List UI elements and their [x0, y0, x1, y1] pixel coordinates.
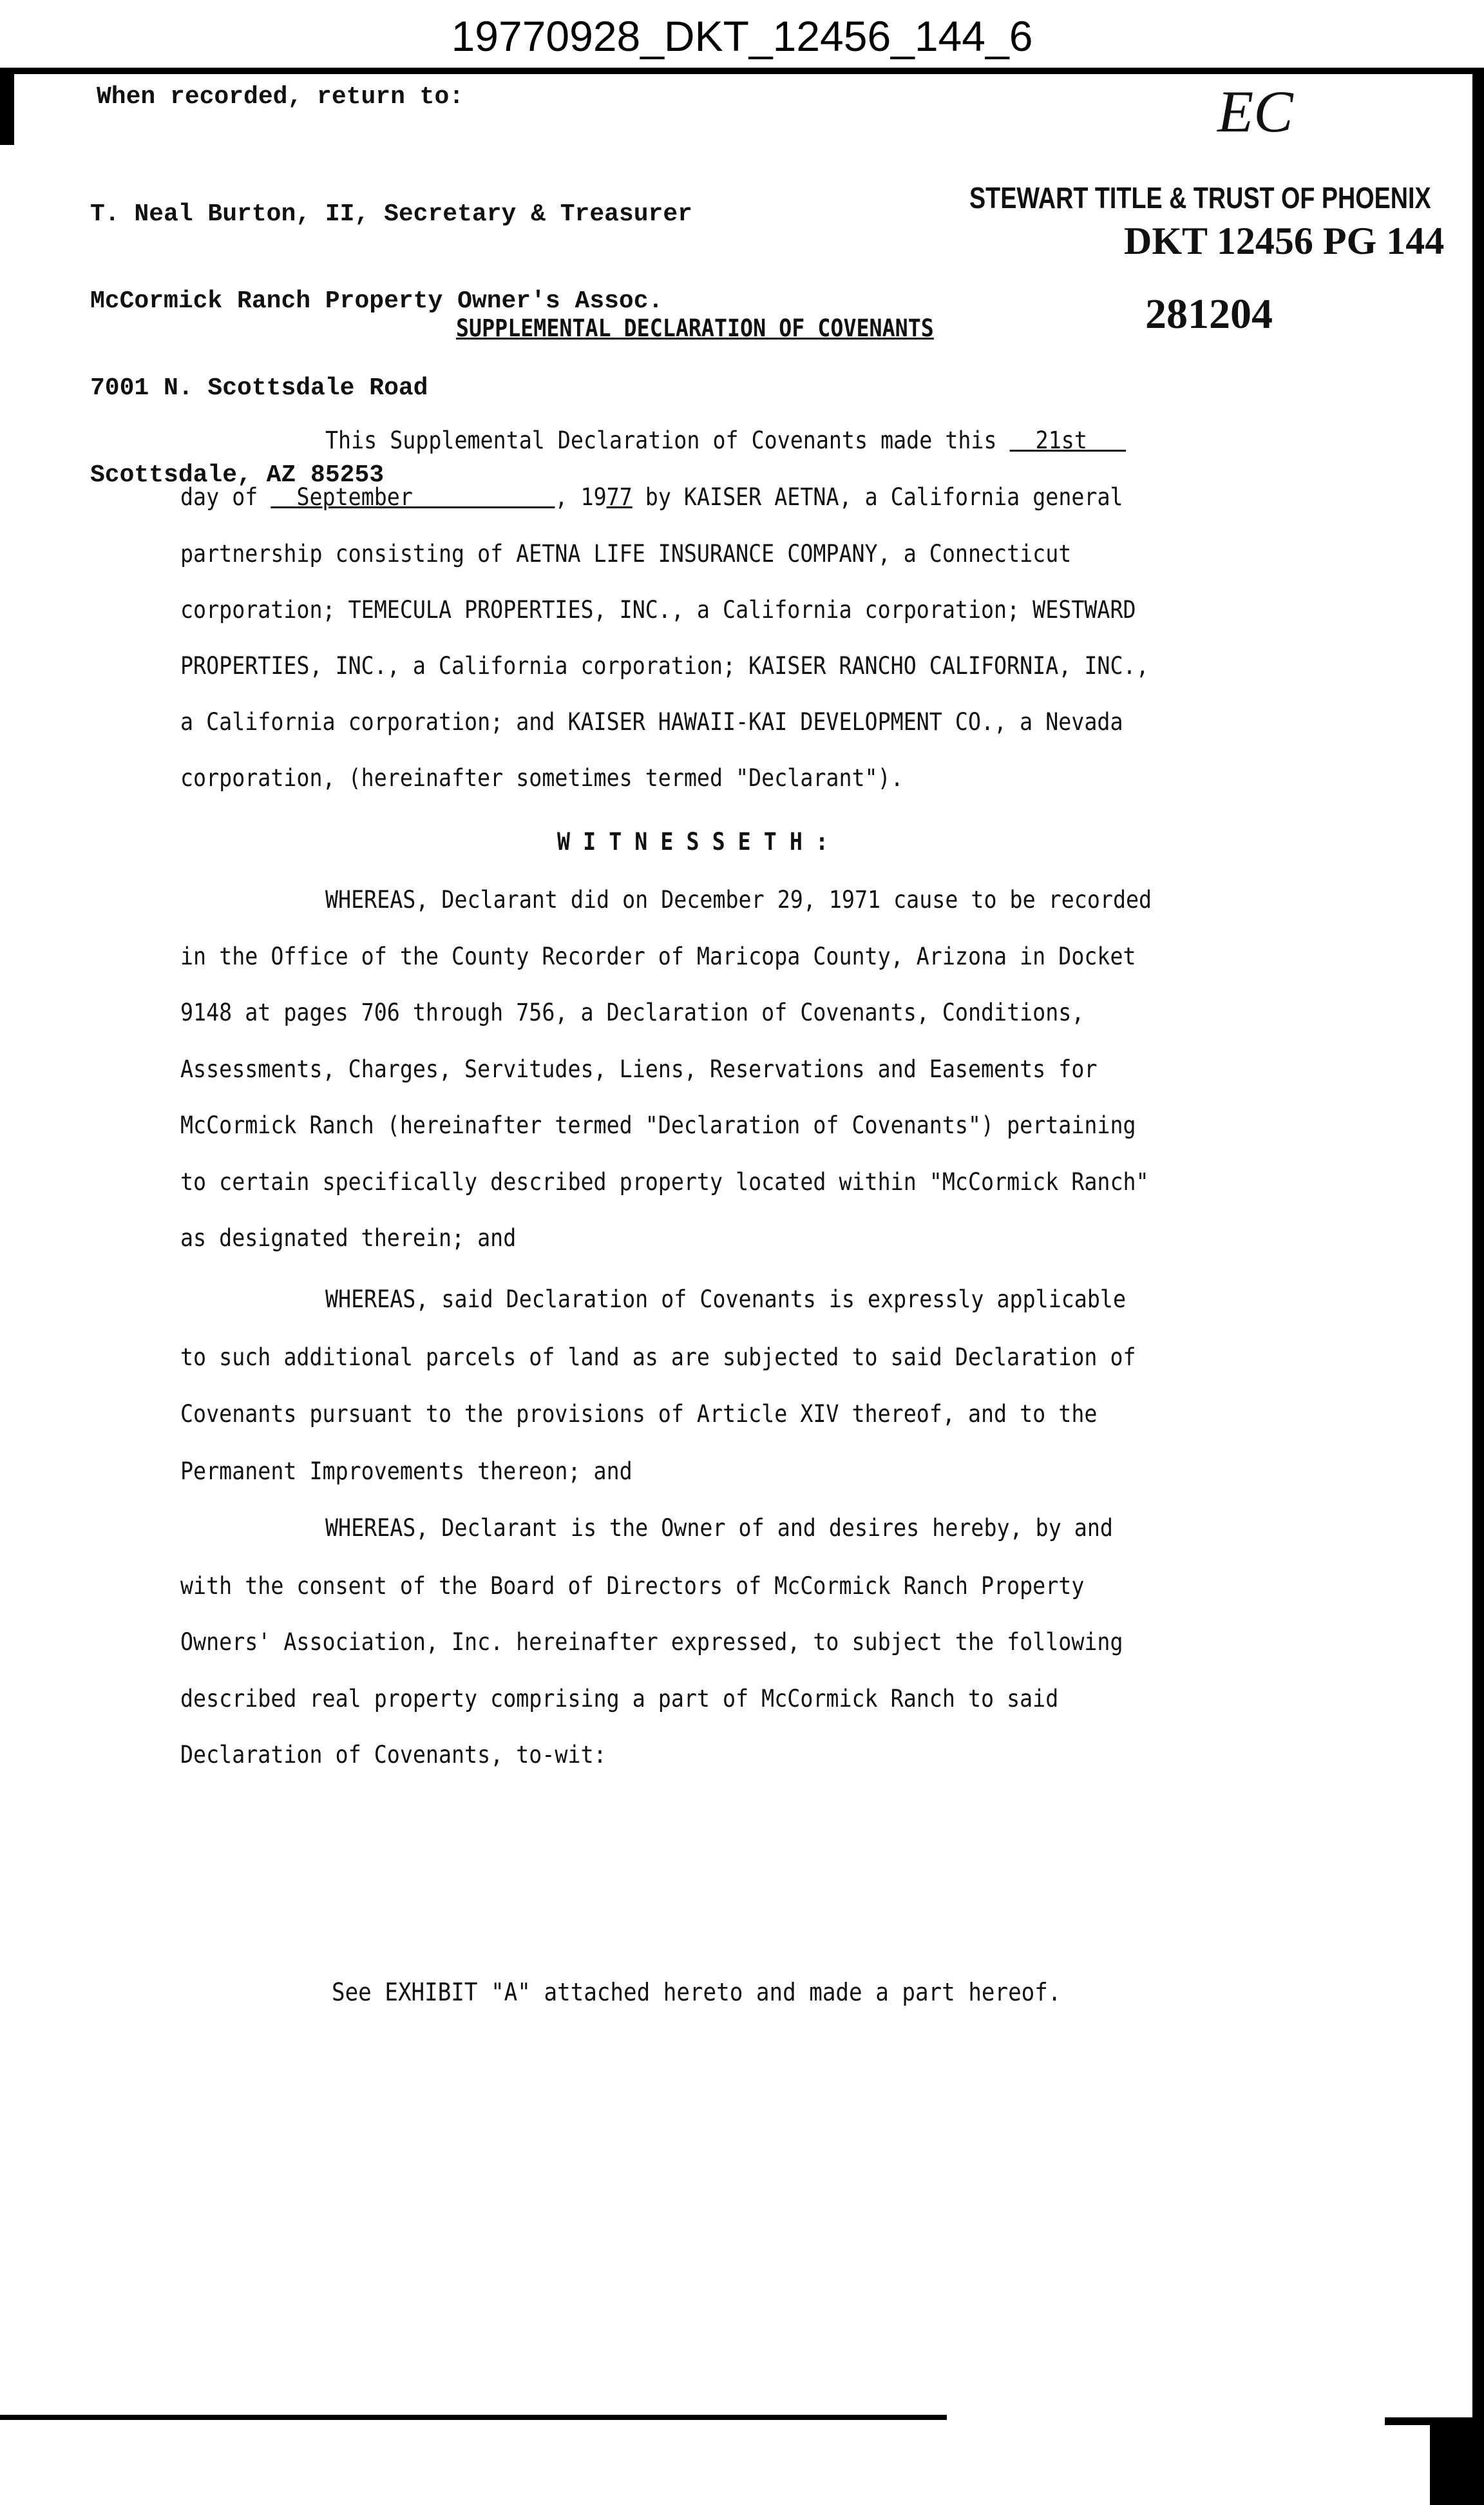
scan-border-corner [1430, 2417, 1484, 2505]
address-line: T. Neal Burton, II, Secretary & Treasurer [90, 200, 692, 228]
paragraph-line: Declaration of Covenants, to-wit: [180, 1741, 607, 1769]
witnesseth-heading: W I T N E S S E T H : [557, 828, 829, 856]
intro-line: corporation; TEMECULA PROPERTIES, INC., a California corporation; WESTWARD [180, 596, 1136, 624]
paragraph-line: in the Office of the County Recorder of Maricopa County, Arizona in Docket [180, 943, 1136, 970]
document-title: SUPPLEMENTAL DECLARATION OF COVENANTS [456, 314, 934, 342]
paragraph-line: Owners' Association, Inc. hereinafter expressed, to subject the following [180, 1628, 1123, 1656]
address-line: McCormick Ranch Property Owner's Assoc. [90, 287, 663, 315]
intro-line: partnership consisting of AETNA LIFE INSURANCE COMPANY, a Connecticut [180, 540, 1072, 568]
paragraph-line: WHEREAS, Declarant did on December 29, 1971 cause to be recorded [325, 886, 1152, 914]
handwritten-initials: EC [1217, 79, 1293, 144]
year-fill: 77 [606, 483, 633, 511]
address-line: Scottsdale, AZ 85253 [90, 461, 385, 489]
return-to-label: When recorded, return to: [97, 83, 464, 111]
paragraph-line: to certain specifically described property located within "McCormick Ranch" [180, 1168, 1149, 1196]
scan-border-bottom [0, 2415, 947, 2420]
intro-line: a California corporation; and KAISER HAWAII-KAI DEVELOPMENT CO., a Nevada [180, 708, 1123, 736]
paragraph-line: Covenants pursuant to the provisions of Article XIV thereof, and to the [180, 1400, 1098, 1428]
paragraph-line: McCormick Ranch (hereinafter termed "Declaration of Covenants") pertaining [180, 1111, 1136, 1139]
intro-line-1 [325, 427, 1126, 454]
recording-stamp-company: STEWART TITLE & TRUST OF PHOENIX [969, 181, 1431, 215]
intro-line-2 [180, 483, 1123, 511]
intro-line: corporation, (hereinafter sometimes termed "Declarant"). [180, 764, 904, 792]
recording-stamp-number: 281204 [1145, 291, 1273, 338]
exhibit-note: See EXHIBIT "A" attached hereto and made a part hereof. [332, 1978, 1061, 2006]
paragraph-line: WHEREAS, Declarant is the Owner of and desires hereby, by and [325, 1514, 1113, 1542]
year-prefix: , 19 [555, 483, 607, 511]
intro-text: day of [180, 483, 271, 511]
paragraph-line: 9148 at pages 706 through 756, a Declaration of Covenants, Conditions, [180, 999, 1085, 1026]
scan-border-right [1472, 68, 1484, 2497]
scan-border-top [0, 68, 1484, 74]
scan-border-left [0, 68, 14, 145]
paragraph-line: described real property comprising a part of McCormick Ranch to said [180, 1685, 1059, 1713]
paragraph-line: Permanent Improvements thereon; and [180, 1457, 633, 1485]
address-line: 7001 N. Scottsdale Road [90, 374, 428, 402]
month-fill: September [296, 483, 413, 511]
paragraph-line: WHEREAS, said Declaration of Covenants is expressly applicable [325, 1285, 1126, 1313]
recording-stamp-docket: DKT 12456 PG 144 [1124, 220, 1445, 262]
document-id-header: 19770928_DKT_12456_144_6 [451, 12, 1033, 60]
intro-text: by KAISER AETNA, a California general [632, 483, 1123, 511]
paragraph-line: Assessments, Charges, Servitudes, Liens, Reservations and Easements for [180, 1055, 1098, 1083]
paragraph-line: to such additional parcels of land as are subjected to said Declaration of [180, 1343, 1136, 1371]
paragraph-line: with the consent of the Board of Directors of McCormick Ranch Property [180, 1572, 1085, 1600]
intro-line: PROPERTIES, INC., a California corporation; KAISER RANCHO CALIFORNIA, INC., [180, 652, 1149, 680]
intro-text: This Supplemental Declaration of Covenants made this [325, 427, 1010, 454]
day-fill: 21st [1035, 427, 1087, 454]
paragraph-line: as designated therein; and [180, 1224, 517, 1252]
